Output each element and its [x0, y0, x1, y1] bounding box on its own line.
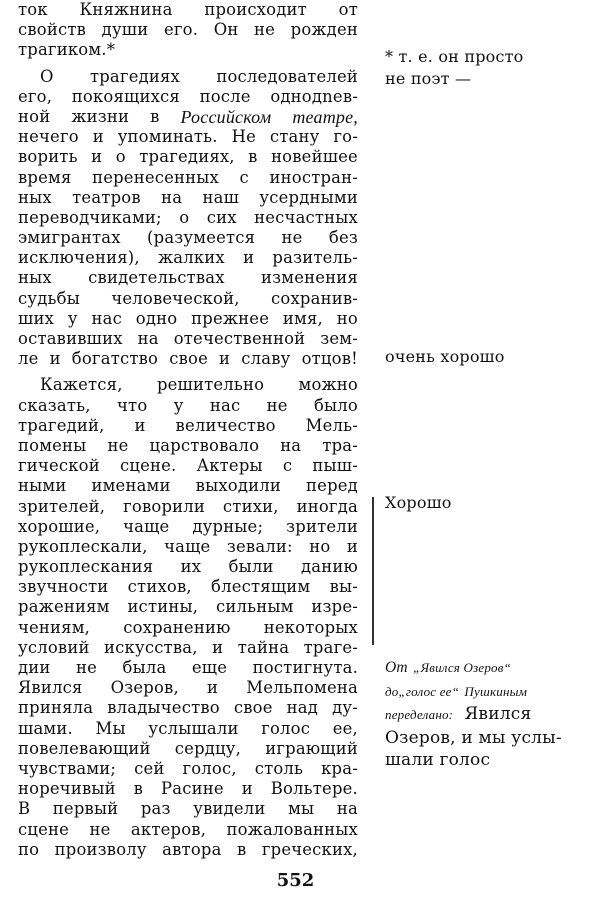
- word: на: [280, 435, 302, 455]
- word: но: [336, 308, 358, 328]
- word: трагиком.*: [18, 40, 116, 60]
- margin-note-line: [385, 656, 585, 680]
- word: царствовало: [149, 435, 260, 455]
- word: нас: [209, 395, 241, 415]
- word: Мельпомена: [246, 678, 358, 698]
- margin-note-revision: [385, 656, 585, 772]
- word: перед: [306, 476, 358, 496]
- word: перенесенных: [92, 167, 219, 187]
- word: зем-: [320, 329, 358, 348]
- word: голос,: [182, 758, 237, 778]
- text-line: [18, 208, 358, 228]
- word: сцене: [18, 819, 70, 839]
- word: у: [173, 395, 184, 415]
- word: покоящихся: [71, 86, 180, 106]
- word: сцене.: [120, 456, 177, 476]
- word: иностран-: [269, 167, 358, 187]
- word: пожалованных: [226, 819, 358, 839]
- text-line: [18, 87, 358, 107]
- text-line: [18, 678, 358, 698]
- margin-note-to: до: [385, 683, 399, 699]
- word: изменения: [261, 268, 358, 288]
- margin-note-quote-end: „голос ее“: [398, 683, 460, 699]
- word: сердцу,: [174, 738, 242, 758]
- word: в: [133, 779, 144, 799]
- word: сих: [206, 207, 237, 227]
- word: было: [313, 395, 358, 415]
- word: новейшее: [271, 147, 358, 167]
- word: актеров,: [130, 819, 207, 839]
- word: тайна: [237, 637, 290, 657]
- word: трагедий,: [18, 415, 105, 435]
- margin-vertical-rule: [372, 497, 374, 645]
- word: увидели: [193, 799, 266, 819]
- word: ных: [18, 268, 52, 288]
- word: истины,: [127, 597, 199, 617]
- word: стихов,: [127, 577, 192, 597]
- word: эмигрантах: [18, 228, 121, 248]
- word: не: [254, 20, 276, 40]
- text-line: [18, 289, 358, 309]
- word: приняла: [18, 698, 94, 718]
- word: Кажется,: [40, 375, 123, 395]
- word: столь: [254, 758, 304, 778]
- word: свидетельствах: [88, 268, 225, 288]
- word: Явился: [18, 678, 83, 698]
- word: именами: [91, 476, 171, 496]
- text-line: [18, 719, 358, 739]
- word: зрители: [286, 516, 358, 536]
- word: греческих,: [261, 839, 358, 859]
- word: Он: [213, 20, 239, 40]
- word: и: [241, 779, 253, 799]
- word: гической: [18, 456, 100, 476]
- word: Озеров,: [110, 678, 179, 698]
- word: нас: [91, 308, 122, 328]
- word: трагедиях,: [139, 147, 235, 167]
- main-text-column: [18, 0, 358, 860]
- word: ными: [18, 476, 67, 496]
- word: величество: [175, 415, 276, 435]
- word: блестящим: [211, 577, 311, 597]
- text-line: [18, 476, 358, 496]
- word: рожден: [290, 20, 358, 40]
- word: искусства,: [104, 637, 198, 657]
- word: у: [67, 308, 78, 328]
- word: постигнута.: [252, 658, 358, 677]
- margin-note-line: [385, 703, 585, 727]
- word: упоминать.: [117, 127, 218, 147]
- word: ных: [18, 187, 52, 207]
- word: данию: [301, 557, 358, 577]
- word: с: [239, 167, 249, 187]
- text-line: [18, 127, 358, 147]
- word: и: [91, 147, 103, 167]
- word: их: [180, 557, 202, 577]
- margin-note-line: не поэт —: [385, 69, 472, 88]
- word: условий: [18, 637, 90, 657]
- word: сильным: [215, 597, 294, 617]
- text-line: [18, 228, 358, 248]
- word: голос: [261, 718, 311, 738]
- word: в: [248, 147, 258, 167]
- text-line: [18, 618, 358, 638]
- text-line: [18, 436, 358, 456]
- word: Мель-: [305, 415, 358, 435]
- word: усердными: [259, 187, 358, 207]
- word: играющий: [265, 738, 358, 758]
- word: не: [281, 228, 303, 248]
- word: норечивый: [18, 779, 116, 799]
- word: чаще: [164, 536, 211, 556]
- margin-note-line: Озеров, и мы услы-: [385, 727, 562, 748]
- word: о: [115, 147, 126, 167]
- word: Не: [231, 127, 256, 147]
- word: жизни: [71, 106, 130, 126]
- word: чениям,: [18, 617, 91, 637]
- margin-note-poet: [385, 46, 585, 90]
- word: ее,: [332, 718, 358, 738]
- text-line: [18, 329, 358, 349]
- word: и: [207, 678, 219, 698]
- word: исключения),: [18, 248, 140, 268]
- text-line: [18, 557, 358, 577]
- word: некоторых: [263, 617, 358, 637]
- word: тра-: [322, 435, 358, 455]
- word: наш: [202, 187, 240, 207]
- word: на: [137, 329, 159, 348]
- text-line: [18, 375, 358, 395]
- word: хорошие,: [18, 516, 101, 536]
- margin-note-revised: переделано:: [385, 707, 454, 722]
- word: его,: [18, 86, 53, 106]
- word: и: [219, 349, 231, 369]
- word: театров: [72, 187, 141, 207]
- word: пыш-: [312, 456, 358, 476]
- word: и: [92, 127, 104, 147]
- word: ной: [18, 106, 51, 126]
- word: кра-: [321, 758, 358, 778]
- word: несчастных: [254, 207, 358, 227]
- word: на: [336, 799, 358, 819]
- word: раз: [140, 799, 171, 819]
- word: славу: [241, 349, 291, 369]
- word: чаще: [123, 516, 170, 536]
- word: последователей: [216, 66, 358, 86]
- word: можно: [298, 375, 358, 395]
- word: изре-: [311, 597, 358, 617]
- word: не: [266, 395, 288, 415]
- word: не: [107, 435, 129, 455]
- word: души: [101, 20, 149, 40]
- word: рукоплескания: [18, 557, 154, 577]
- word: зрителей,: [18, 496, 106, 516]
- word: после: [199, 86, 251, 106]
- margin-note-pushkin: Пушкиным: [464, 683, 528, 699]
- text-line: [18, 597, 358, 617]
- text-line: [18, 840, 358, 860]
- word: и: [134, 415, 146, 435]
- margin-note-line: очень хорошо: [385, 347, 505, 366]
- text-line: [18, 268, 358, 288]
- word: (разумеется: [147, 228, 256, 248]
- word: автора: [162, 839, 222, 859]
- margin-note-line: шали голос: [385, 750, 491, 770]
- word: произволу: [54, 839, 147, 859]
- margin-note-replacement: Явился: [464, 704, 532, 724]
- word: имя,: [282, 308, 323, 328]
- word: В: [18, 799, 31, 819]
- text-line: [18, 147, 358, 167]
- word: мы: [288, 799, 315, 819]
- italic-word: Российском: [180, 106, 272, 127]
- word: Актеры: [196, 456, 263, 476]
- text-line: [18, 67, 358, 87]
- word: сей: [134, 758, 165, 778]
- word: и: [212, 637, 224, 657]
- word: шами.: [18, 718, 73, 738]
- margin-note-line: [385, 680, 585, 704]
- word: ток: [18, 0, 48, 19]
- text-line: [18, 396, 358, 416]
- text-line: [18, 779, 358, 799]
- word: свое: [233, 698, 273, 718]
- text-line: [18, 168, 358, 188]
- word: не: [89, 819, 111, 839]
- word: стихи,: [222, 496, 279, 516]
- word: еще: [191, 658, 228, 677]
- page-number: 552: [276, 870, 315, 891]
- word: зевали:: [226, 536, 293, 556]
- word: не: [76, 658, 98, 677]
- word: говорили: [123, 496, 205, 516]
- word: жалких: [157, 248, 225, 268]
- text-line: [18, 349, 358, 369]
- text-line: [18, 820, 358, 840]
- margin-note-good: [385, 492, 585, 514]
- word: переводчиками;: [18, 207, 162, 227]
- word: в: [236, 839, 247, 859]
- text-line: [18, 248, 358, 268]
- word: решительно: [156, 375, 265, 395]
- word: сохранению: [123, 617, 231, 637]
- word: разитель-: [272, 248, 358, 268]
- margin-note-line: * т. е. он просто: [385, 47, 524, 66]
- text-line: [18, 759, 358, 779]
- text-line: [18, 698, 358, 718]
- word: О: [40, 66, 54, 86]
- word: происходит: [204, 0, 307, 19]
- word: одно: [135, 308, 178, 328]
- word: без: [328, 228, 358, 248]
- text-line: [18, 456, 358, 476]
- word: над: [286, 698, 319, 718]
- word: повелевающий: [18, 738, 151, 758]
- word: его.: [163, 20, 199, 40]
- word: дурные;: [192, 516, 264, 536]
- text-line: [18, 799, 358, 819]
- text-line: [18, 638, 358, 658]
- word: свое: [169, 349, 208, 369]
- word: оставивших: [18, 329, 123, 348]
- word: и: [49, 349, 61, 369]
- text-line: [18, 0, 358, 20]
- word: время: [18, 167, 72, 187]
- word: трагедиях: [89, 66, 180, 86]
- word: и: [346, 536, 358, 556]
- word: услышали: [148, 718, 239, 738]
- word: что: [117, 395, 148, 415]
- text-line: [18, 309, 358, 329]
- word: Княжнина: [79, 0, 173, 19]
- word: ле: [18, 349, 39, 369]
- word: звучности: [18, 577, 109, 597]
- word: чувствами;: [18, 758, 117, 778]
- word: выходили: [195, 476, 282, 496]
- word: свойств: [18, 20, 87, 40]
- word: была: [122, 658, 167, 677]
- text-line: [18, 40, 358, 60]
- word: иногда: [296, 496, 358, 516]
- word: сохранив-: [271, 288, 358, 308]
- word: по: [18, 839, 40, 859]
- word: го-: [333, 127, 358, 147]
- word: с: [282, 456, 293, 476]
- text-line: [18, 20, 358, 40]
- word: владычество: [107, 698, 220, 718]
- word: рукоплескали,: [18, 536, 148, 556]
- word: нечего: [18, 127, 79, 147]
- word: но: [309, 536, 331, 556]
- word: сказать,: [18, 395, 91, 415]
- text-line: [18, 107, 358, 127]
- text-line: [18, 416, 358, 436]
- word: от: [338, 0, 358, 19]
- word: были: [228, 557, 274, 577]
- word: стану: [269, 127, 320, 147]
- word: Расине: [161, 779, 224, 799]
- text-line: [18, 739, 358, 759]
- text-line: [18, 658, 358, 678]
- margin-note-line: Хорошо: [385, 493, 452, 512]
- word: ду-: [332, 698, 358, 718]
- word: прежнее: [191, 308, 270, 328]
- word: дии: [18, 658, 51, 677]
- text-line: [18, 497, 358, 517]
- italic-word: театре,: [292, 106, 358, 127]
- word: и: [243, 248, 255, 268]
- word: Вольтере.: [270, 779, 358, 799]
- word: вы-: [329, 577, 358, 597]
- word: судьбы: [18, 288, 80, 308]
- word: помены: [18, 435, 87, 455]
- word: траге-: [303, 637, 358, 657]
- word: отцов!: [301, 349, 358, 369]
- word: Мы: [95, 718, 126, 738]
- margin-note-from: От: [385, 659, 408, 676]
- word: на: [161, 187, 183, 207]
- text-line: [18, 517, 358, 537]
- word: ших: [18, 308, 55, 328]
- margin-note-very-good: [385, 346, 585, 368]
- margin-note-quote-start: „Явился Озеров“: [413, 660, 512, 675]
- word: отечественной: [173, 329, 306, 348]
- word: о: [179, 207, 190, 227]
- word: человеческой,: [111, 288, 240, 308]
- word: однодnев-: [270, 86, 358, 106]
- word: ражениям: [18, 597, 110, 617]
- word: первый: [52, 799, 119, 819]
- word: в: [150, 106, 160, 126]
- word: ворить: [18, 147, 78, 167]
- word: богатство: [71, 349, 159, 369]
- text-line: [18, 188, 358, 208]
- text-line: [18, 577, 358, 597]
- text-line: [18, 537, 358, 557]
